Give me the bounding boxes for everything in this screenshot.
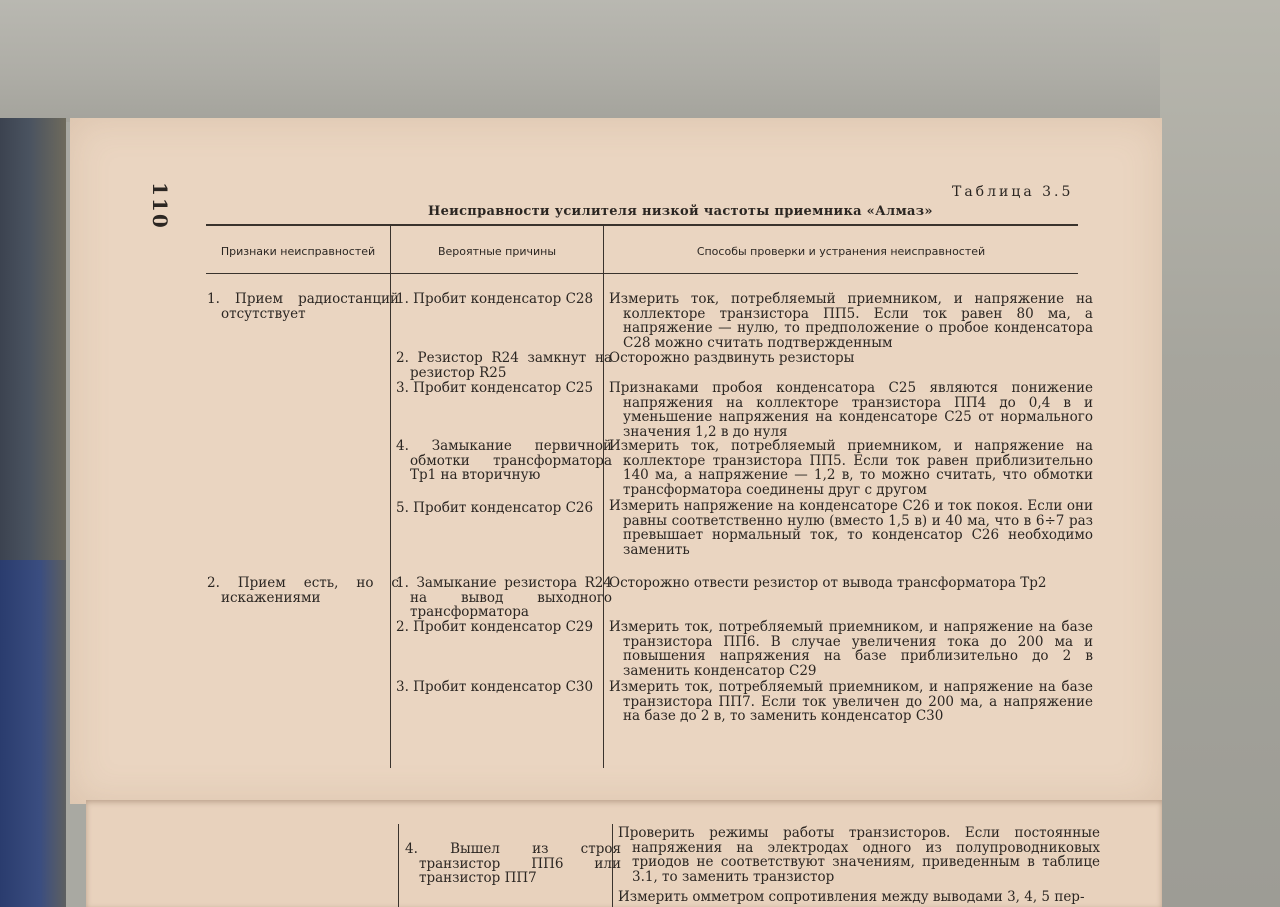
header-remedies: Способы проверки и устранения неисправностей (696, 245, 986, 258)
remedy-2-1: Осторожно отвести резистор от вывода трансформатора Tp2 (609, 575, 1047, 591)
next-page-remedy-cut: Измерить омметром сопротивления между выводами 3, 4, 5 пер- (618, 890, 1085, 905)
symptom-1: 1. Прием радиостанций отсутствует (207, 291, 399, 322)
next-page-remedy: Проверить режимы работы транзисторов. Если постоянные напряжения на электродах одного из полупроводниковых триодов не соответствуют значениям, приведенным в таблице 3.1, то заменить транзистор (618, 825, 1100, 885)
remedy-1-5: Измерить напряжение на конденсаторе C26 и ток покоя. Если они равны соответственно нулю (вместо 1,5 в) и 40 ма, что в 6÷7 раз превышает нормальный ток, то конденсатор C26 необходимо заменить (609, 498, 1093, 558)
background-top (0, 0, 1280, 122)
cause-2-2: 2. Пробит конденсатор C29 (396, 619, 594, 635)
header-symptoms: Признаки неисправностей (220, 245, 376, 258)
background-left-cloth (0, 560, 66, 907)
cause-1-5: 5. Пробит конденсатор C26 (396, 500, 594, 516)
cause-2-3: 3. Пробит конденсатор C30 (396, 679, 594, 695)
table-header-rule (206, 273, 1078, 274)
remedy-2-2: Измерить ток, потребляемый приемником, и напряжение на базе транзистора ПП6. В случае увеличения тока до 200 ма и повышения напряжения на базе приблизительно до 2 в заменить конденсатор C29 (609, 619, 1093, 679)
symptom-2: 2. Прием есть, но с искажениями (207, 575, 399, 606)
cause-1-4: 4. Замыкание первичной обмотки трансформатора Tp1 на вторичную (396, 438, 612, 483)
table-title: Неисправности усилителя низкой частоты приемника «Алмаз» (428, 204, 933, 219)
header-causes: Вероятные причины (437, 245, 557, 258)
remedy-1-2: Осторожно раздвинуть резисторы (609, 350, 855, 366)
table-top-rule (206, 224, 1078, 226)
remedy-2-3: Измерить ток, потребляемый приемником, и напряжение на базе транзистора ПП7. Если ток увеличен до 200 ма, а напряжение на базе до 2 в, то заменить конденсатор C30 (609, 679, 1093, 724)
page-number: 110 (148, 182, 172, 230)
remedy-1-3: Признаками пробоя конденсатора C25 являются понижение напряжения на коллекторе транзистора ПП4 до 0,4 в и уменьшение напряжения на конденсаторе C25 от нормального значения 1,2 в до нуля (609, 380, 1093, 440)
next-page-column-divider-1 (398, 824, 399, 907)
cause-2-1: 1. Замыкание резистора R24 на вывод выходного трансформатора (396, 575, 612, 620)
background-right (1160, 0, 1280, 907)
cause-1-3: 3. Пробит конденсатор C25 (396, 380, 594, 396)
table-label: Таблица 3.5 (952, 184, 1074, 200)
next-page-cause: 4. Вышел из строя транзистор ПП6 или транзистор ПП7 (405, 841, 621, 886)
cause-1-1: 1. Пробит конденсатор C28 (396, 291, 594, 307)
cause-1-2: 2. Резистор R24 замкнут на резистор R25 (396, 350, 612, 381)
remedy-1-1: Измерить ток, потребляемый приемником, и напряжение на коллекторе транзистора ПП5. Если ток равен 80 ма, а напряжение — нулю, то предположение о пробое конденсатора C28 можно считать подтвержденным (609, 291, 1093, 351)
remedy-1-4: Измерить ток, потребляемый приемником, и напряжение на коллекторе транзистора ПП5. Если ток равен приблизительно 140 ма, а напряжение — 1,2 в, то можно считать, что обмотки трансформатора соединены друг с другом (609, 438, 1093, 498)
